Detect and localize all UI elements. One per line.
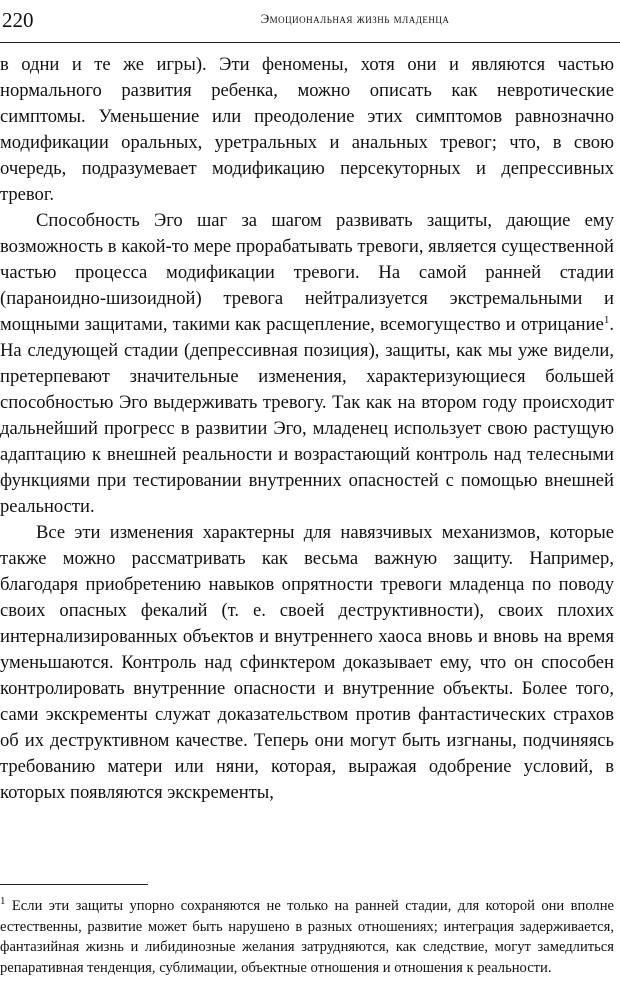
paragraph-2 <box>0 208 614 520</box>
paragraph-3: Все эти изменения характерны для навязчивых механизмов, которые также можно рассматривать как весьма важную защиту. Например, благодаря приобретению навыков опрятности тревоги младенца по поводу своих опасных фекалий (т. е. своей деструктивности), своих плохих интернализированных объектов и внутреннего хаоса вновь и вновь на время уменьшаются. Контроль над сфинктером доказывает ему, что он способен контролировать внутренние опасности и внутренние объекты. Более того, сами экскременты служат доказательством против фантастических страхов об их деструктивном качестве. Теперь они могут быть изгнаны, подчиняясь требованию матери или няни, которая, выражая одобрение условий, в которых появляются экскременты, <box>0 522 614 803</box>
body-text <box>0 52 614 806</box>
footnote-rule <box>0 884 148 885</box>
header-rule <box>0 42 620 43</box>
paragraph-2-part-1: Способность Эго шаг за шагом развивать защиты, дающие ему возможность в какой-то мере прорабатывать тревоги, является существенной частью процесса модификации тревоги. На самой ранней стадии (параноидно-шизоидной) тревога нейтрализуется экстремальными и мощными защитами, такими как расщепление, всемогущество и отрицание <box>0 210 614 335</box>
paragraph-2-part-2: . На следующей стадии (депрессивная позиция), защиты, как мы уже видели, претерпевают значительные изменения, характеризующиеся большей способностью Эго выдерживать тревогу. Так как на втором году происходит дальнейший прогресс в развитии Эго, младенец использует свою растущую адаптацию к внешней реальности и возрастающий контроль над телесными функциями при тестировании внутренних опасностей с помощью внешней реальности. <box>0 314 614 517</box>
page-number: 220 <box>2 8 34 32</box>
running-title: Эмоциональная жизнь младенца <box>260 11 450 26</box>
page-header <box>0 0 620 46</box>
footnote-reference: 1 <box>603 313 610 326</box>
footnote-mark: 1 <box>0 895 6 908</box>
paragraph-1: в одни и те же игры). Эти феномены, хотя они и являются частью нормального развития ребенка, можно описать как невротические симптомы. Уменьшение или преодоление этих симптомов равнозначно модификации оральных, уретральных и анальных тревог; что, в свою очередь, подразумевает модификацию персекуторных и депрессивных тревог. <box>0 54 614 205</box>
footnote-body: Если эти защиты упорно сохраняются не только на ранней стадии, для которой они вполне естественны, развитие может быть нарушено в разных отношениях; интеграция задерживается, фантазийная жизнь и либидинозные желания затрудняются, как следствие, могут замедлиться репаративная тенденция, сублимации, объектные отношения и отношения к реальности. <box>0 898 614 976</box>
footnote <box>0 896 614 978</box>
footnote-text <box>0 896 614 978</box>
